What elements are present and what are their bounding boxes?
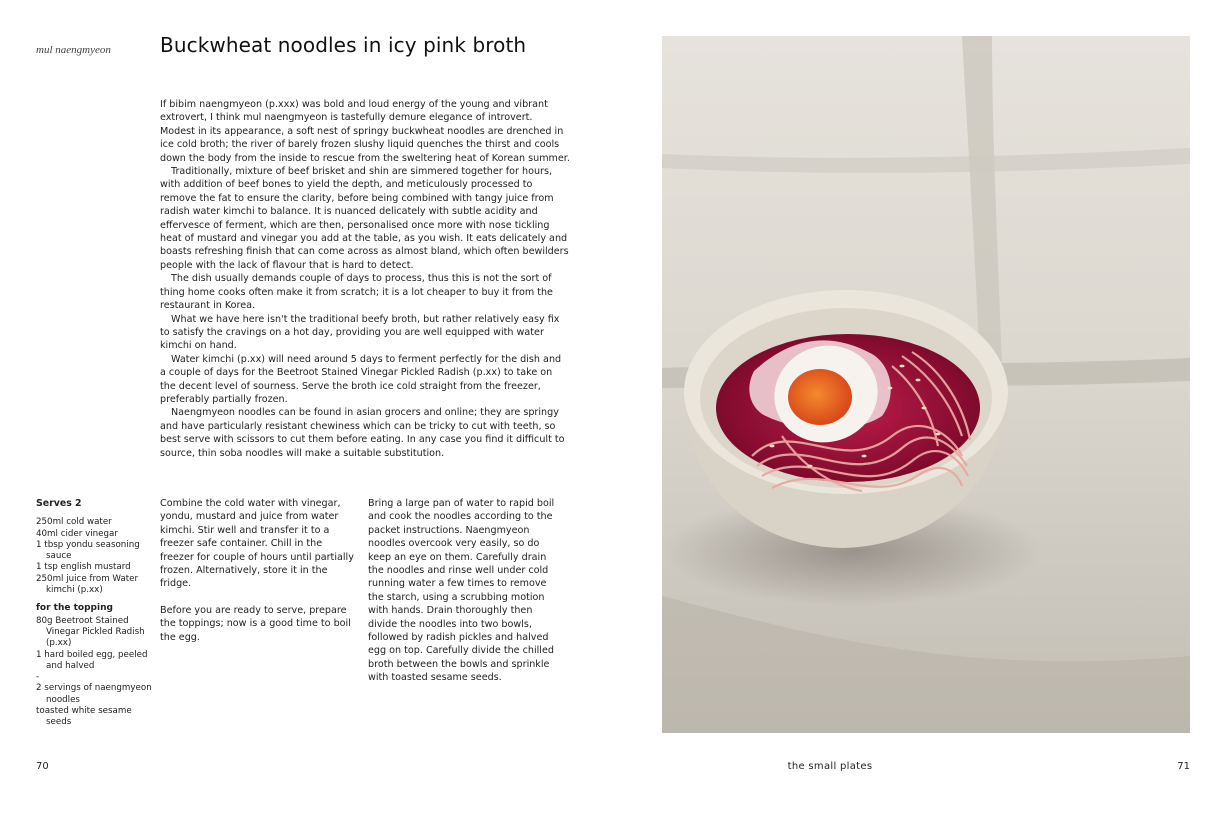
intro-text xyxy=(160,98,570,460)
main-ingredients xyxy=(36,517,154,596)
photo-illustration xyxy=(662,36,1190,733)
ingredient-item: 40ml cider vinegar xyxy=(36,528,118,539)
ingredient-item: 1 hard boiled egg, peeled and halved xyxy=(36,649,148,671)
page-number-right: 71 xyxy=(1177,761,1190,772)
intro-paragraph: Traditionally, mixture of beef brisket and shin are simmered together for hours, with addition of beef bones to yield the depth, and meticulously processed to remove the fat to ensure the clarity, before being combined with tangy juice from radish water kimchi to balance. It is nuanced delicately with subtle acidity and effervesce of ferment, which are then, personalised once more with nose tickling heat of mustard and vinegar you add at the table, as you wish. It eats delicately and boasts refreshing finish that can come across as almost bland, which often bewilders people with the lack of flavour that is hard to detect. xyxy=(160,166,569,271)
method-step: Bring a large pan of water to rapid boil and cook the noodles according to the packet instructions. Naengmyeon noodles overcook very easily, so do keep an eye on them. Carefully drain the noodles and rinse well under cold running water a few times to remove the starch, using a scrubbing motion with hands. Drain thoroughly then divide the noodles into two bowls, followed by radish pickles and halved egg on top. Carefully divide the chilled broth between the bowls and sprinkle with toasted sesame seeds. xyxy=(368,498,555,684)
method-column-1 xyxy=(160,497,355,657)
intro-paragraph: What we have here isn't the traditional beefy broth, but rather relatively easy fix to satisfy the cravings on a hot day, providing you are well equipped with water kimchi on hand. xyxy=(160,313,560,352)
serves-heading: Serves 2 xyxy=(36,498,82,509)
recipe-title: Buckwheat noodles in icy pink broth xyxy=(160,33,527,57)
page-number-left: 70 xyxy=(36,761,49,772)
ingredient-item: toasted white sesame seeds xyxy=(36,706,132,728)
egg-yolk xyxy=(788,369,852,425)
method-step: Before you are ready to serve, prepare the toppings; now is a good time to boil the egg. xyxy=(160,604,351,643)
ingredient-item: 80g Beetroot Stained Vinegar Pickled Radish (p.xx) xyxy=(36,615,145,649)
recipe-kicker: mul naengmyeon xyxy=(36,44,111,56)
ingredient-item: - xyxy=(36,672,40,683)
method-column-2 xyxy=(368,497,563,698)
ingredient-item: 250ml cold water xyxy=(36,517,112,528)
ingredient-item: 1 tsp english mustard xyxy=(36,562,131,573)
method-step: Combine the cold water with vinegar, yondu, mustard and juice from water kimchi. Stir well and transfer it to a freezer safe container. Chill in the freezer for couple of hours until partially frozen. Alternatively, store it in the fridge. xyxy=(160,498,354,590)
noodle-bowl-photo xyxy=(662,36,1190,733)
intro-paragraph: Water kimchi (p.xx) will need around 5 days to ferment perfectly for the dish and a couple of days for the Beetroot Stained Vinegar Pickled Radish (p.xx) to take on the decent level of sourness. Serve the broth ice cold straight from the freezer, preferably partially frozen. xyxy=(160,353,562,405)
section-name: the small plates xyxy=(787,761,873,772)
ingredient-item: 2 servings of naengmyeon noodles xyxy=(36,683,152,705)
ingredients-list xyxy=(36,498,154,729)
ingredient-item: 250ml juice from Water kimchi (p.xx) xyxy=(36,573,139,596)
topping-heading: for the topping xyxy=(36,603,113,614)
topping-ingredients xyxy=(36,616,154,729)
intro-paragraph: Naengmyeon noodles can be found in asian grocers and online; they are springy and have particularly resistant chewiness which can be tricky to cut with teeth, so best serve with scissors to cut them before eating. In any case you find it difficult to source, thin soba noodles will make a suitable substitution. xyxy=(160,407,565,459)
ingredient-item: 1 tbsp yondu seasoning sauce xyxy=(36,539,140,562)
intro-paragraph: The dish usually demands couple of days to process, thus this is not the sort of thing home cooks often make it from scratch; it is a lot cheaper to buy it from the restaurant in Korea. xyxy=(160,273,553,312)
intro-paragraph: If bibim naengmyeon (p.xxx) was bold and loud energy of the young and vibrant extrovert, I think mul naengmyeon is tastefully demure elegance of introvert. Modest in its appearance, a soft nest of springy buckwheat noodles are drenched in ice cold broth; the river of barely frozen slushy liquid quenches the thirst and cools down the body from the inside to rescue from the sweltering heat of Korean summer. xyxy=(160,99,570,164)
